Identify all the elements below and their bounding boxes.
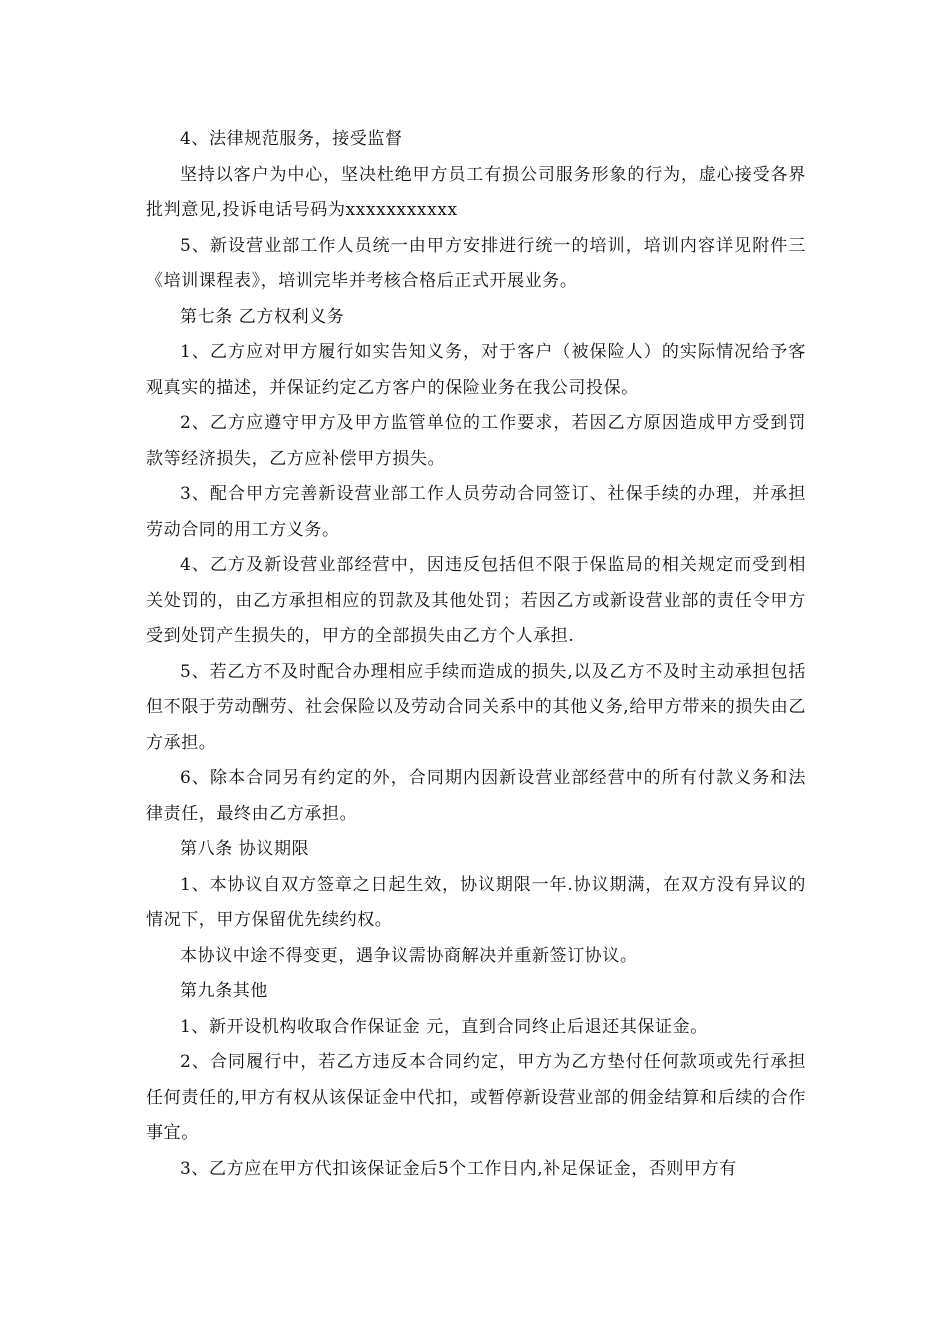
paragraph-art7-item-2: 2、乙方应遵守甲方及甲方监管单位的工作要求，若因乙方原因造成甲方受到罚款等经济损失，乙方应补偿甲方损失。 xyxy=(146,413,806,469)
paragraph-art7-item-6: 6、除本合同另有约定的外，合同期内因新设营业部经营中的所有付款义务和法律责任，最终由乙方承担。 xyxy=(146,768,806,824)
section-heading-article-8: 第八条 协议期限 xyxy=(180,839,310,859)
section-heading-article-7: 第七条 乙方权利义务 xyxy=(180,306,345,327)
paragraph-art8-item-1: 1、本协议自双方签章之日起生效，协议期限一年.协议期满，在双方没有异议的情况下，甲方保留优先续约权。 xyxy=(146,874,806,930)
paragraph-art7-item-1: 1、乙方应对甲方履行如实告知义务，对于客户（被保险人）的实际情况给予客观真实的描述，并保证约定乙方客户的保险业务在我公司投保。 xyxy=(146,342,806,398)
paragraph-art8-note: 本协议中途不得变更，遇争议需协商解决并重新签订协议。 xyxy=(180,945,638,966)
paragraph-law-service: 4、法律规范服务，接受监督 xyxy=(180,129,403,149)
paragraph-art7-item-5: 5、若乙方不及时配合办理相应手续而造成的损失,以及乙方不及时主动承担包括但不限于劳动酬劳、社会保险以及劳动合同关系中的其他义务,给甲方带来的损失由乙方承担。 xyxy=(146,661,806,753)
paragraph-art9-item-2: 2、合同履行中，若乙方违反本合同约定，甲方为乙方垫付任何款项或先行承担任何责任的,甲方有权从该保证金中代扣，或暂停新设营业部的佣金结算和后续的合作事宜。 xyxy=(146,1052,806,1143)
paragraph-art9-item-1: 1、新开设机构收取合作保证金 元，直到合同终止后退还其保证金。 xyxy=(180,1016,708,1037)
paragraph-art7-item-4: 4、乙方及新设营业部经营中，因违反包括但不限于保监局的相关规定而受到相关处罚的，由乙方承担相应的罚款及其他处罚；若因乙方或新设营业部的责任令甲方受到处罚产生损失的，甲方的全部损失由乙方个人承担. xyxy=(146,555,806,646)
paragraph-art9-item-3: 3、乙方应在甲方代扣该保证金后5个工作日内,补足保证金，否则甲方有 xyxy=(180,1158,737,1179)
document-body xyxy=(146,122,806,1187)
section-heading-article-9: 第九条其他 xyxy=(180,981,268,1001)
paragraph-training: 5、新设营业部工作人员统一由甲方安排进行统一的培训，培训内容详见附件三《培训课程表》，培训完毕并考核合格后正式开展业务。 xyxy=(146,235,806,291)
paragraph-customer-center: 坚持以客户为中心，坚决杜绝甲方员工有损公司服务形象的行为，虚心接受各界批判意见,投诉电话号码为xxxxxxxxxxx xyxy=(146,164,806,220)
paragraph-art7-item-3: 3、配合甲方完善新设营业部工作人员劳动合同签订、社保手续的办理，并承担劳动合同的用工方义务。 xyxy=(146,484,806,540)
